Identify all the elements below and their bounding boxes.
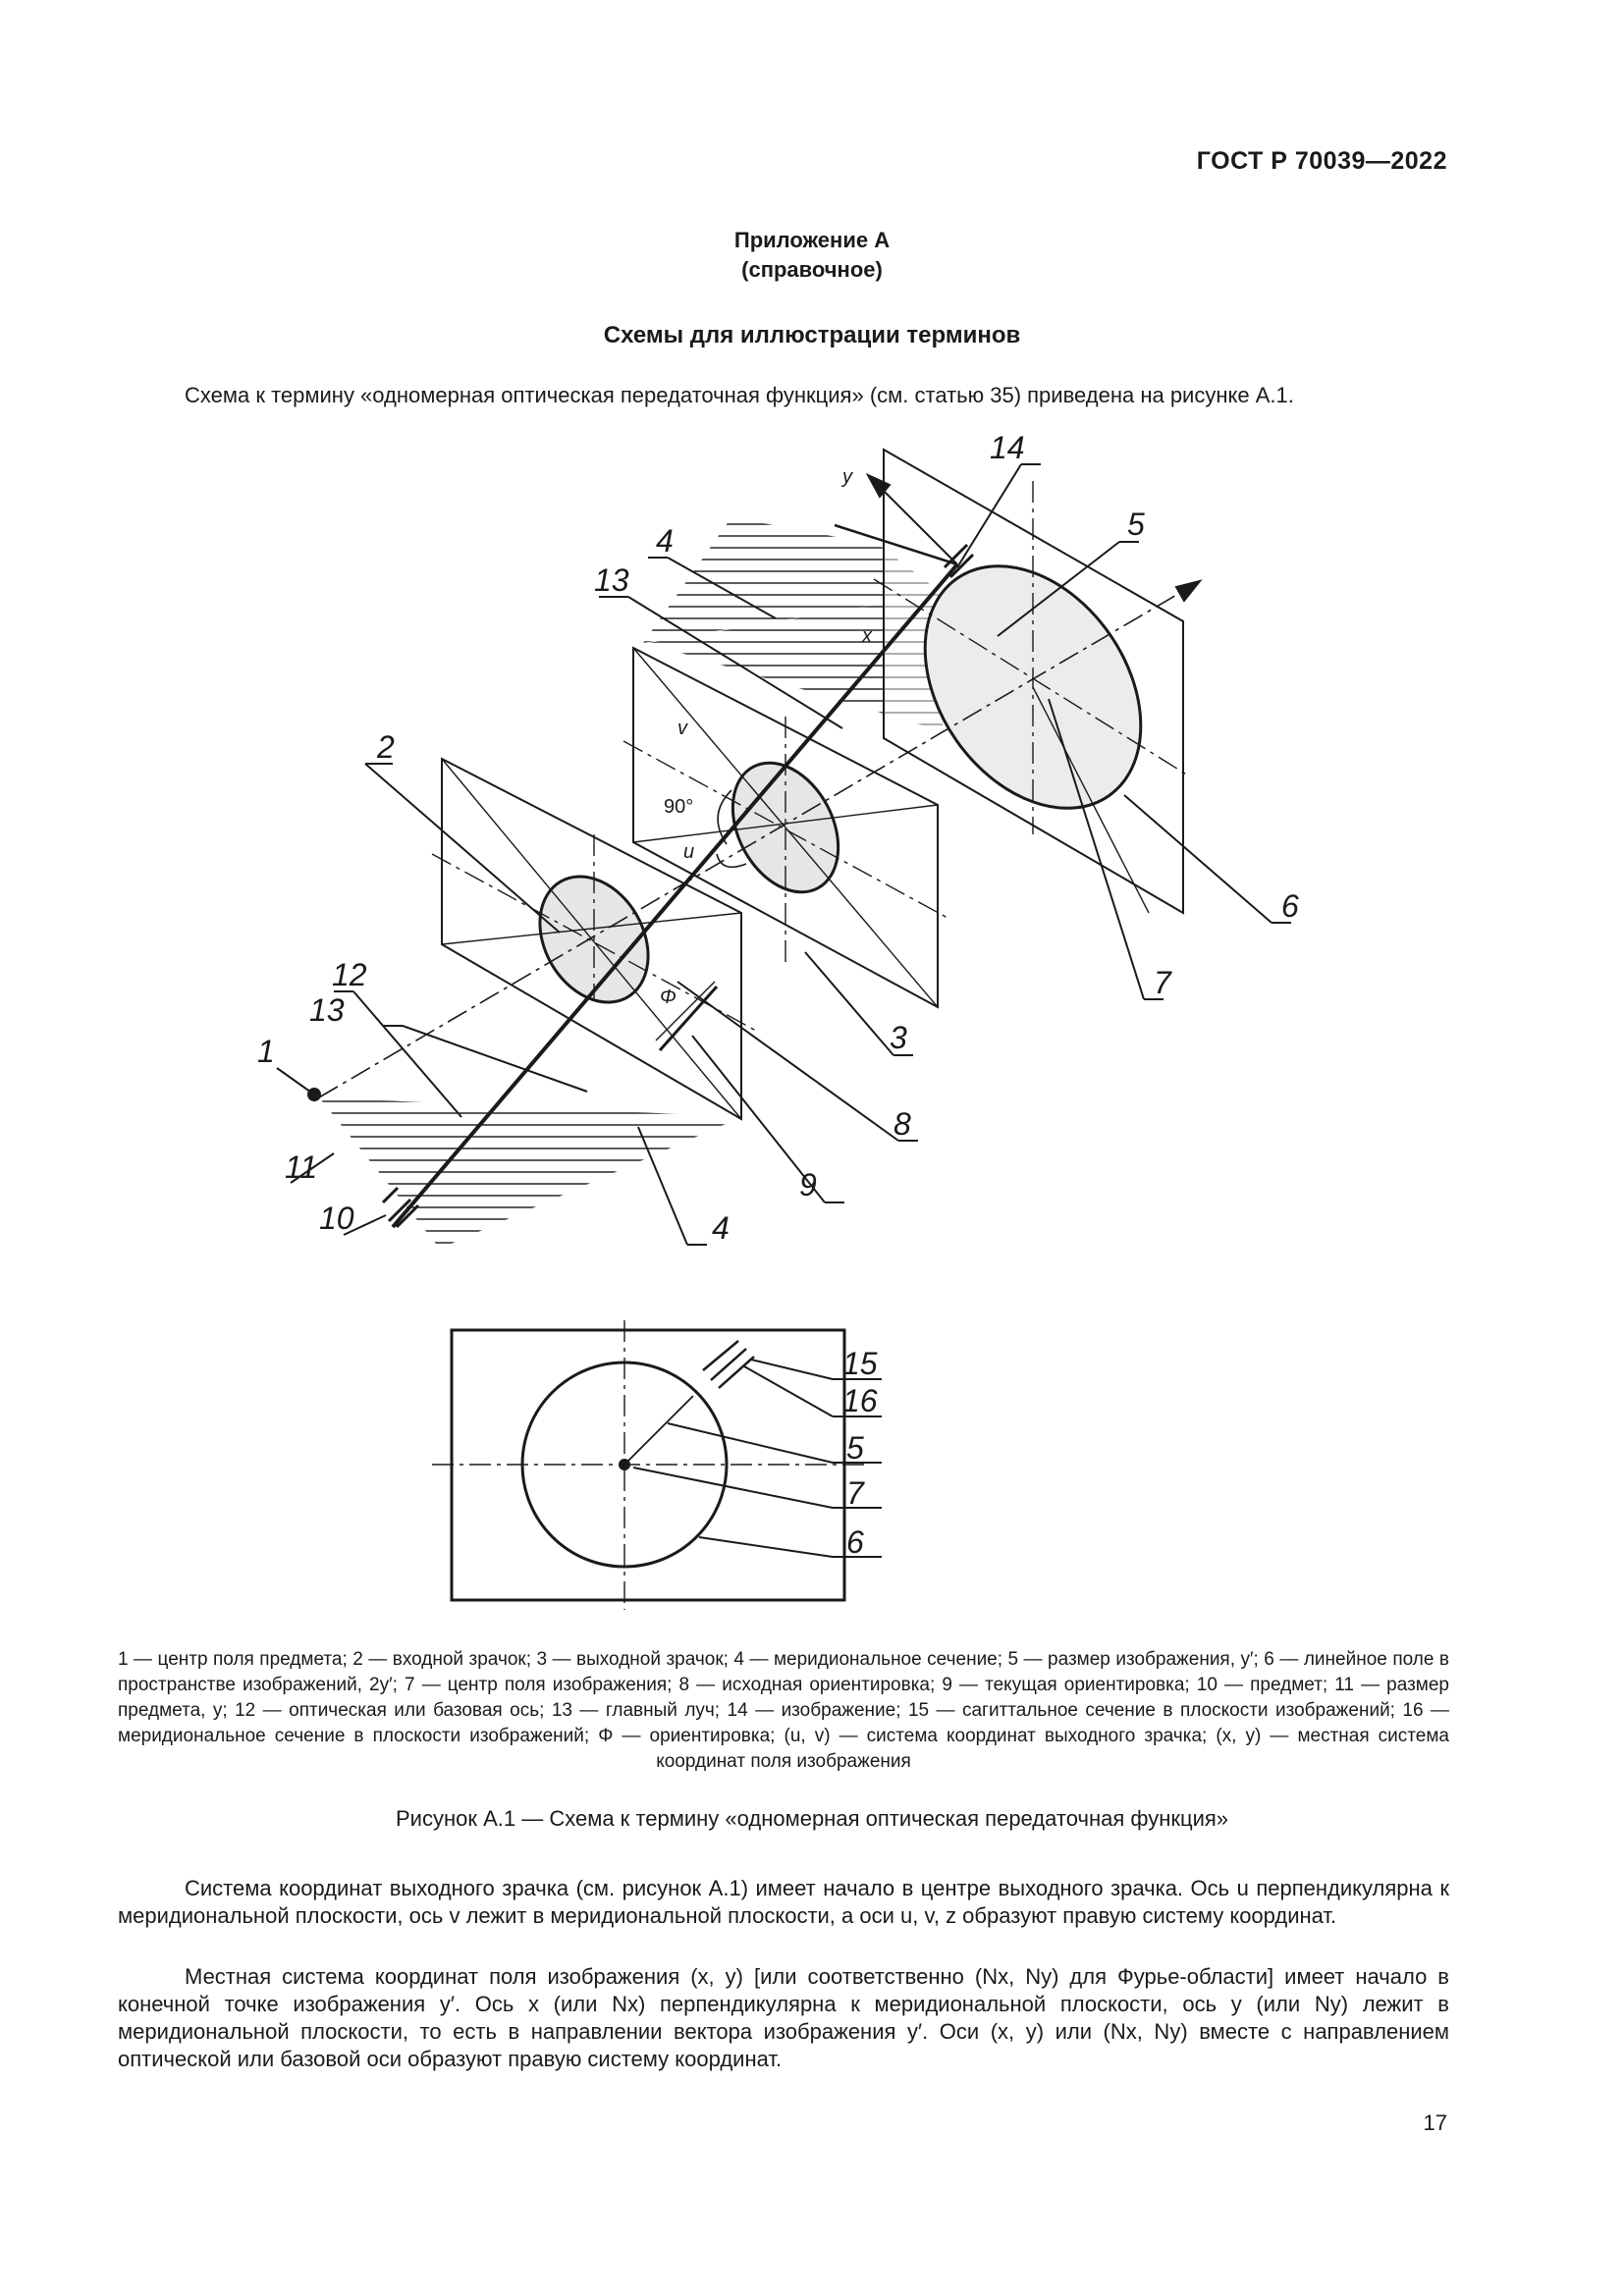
angle-90-label: 90° xyxy=(664,796,694,818)
label-1: 1 xyxy=(257,1034,275,1069)
label-13-lower: 13 xyxy=(309,992,345,1028)
label-13-upper: 13 xyxy=(594,562,629,598)
label-7-lower: 7 xyxy=(846,1475,864,1511)
annex-title: Приложение А xyxy=(733,228,891,252)
page-number: 17 xyxy=(1423,2110,1447,2135)
optical-axis-arrow xyxy=(1176,581,1200,601)
label-12: 12 xyxy=(332,957,367,992)
body-paragraph-2: Местная система координат поля изображения (x, y) [или соответственно (Nx, Ny) для Фурье-области] имеет начало в конечной точке изображения y′. Ось x (или Nx) перпендикулярна к меридиональной плоскости, ось y (или Ny) лежит в меридиональной плоскости, то есть в направлении вектора изображения y′. Оси (x, y) или (Nx, Ny) вместе с направлением оптической или базовой оси образуют правую систему координат. xyxy=(118,1964,1449,2071)
body-paragraph-1: Система координат выходного зрачка (см. рисунок А.1) имеет начало в центре выходного зрачка. Ось u перпендикулярна к меридиональной плоскости, ось v лежит в меридиональной плоскости, а оси u, v, z образуют правую систему координат. xyxy=(118,1876,1449,1928)
axis-v-label: v xyxy=(677,718,687,739)
figure-caption: Рисунок А.1 — Схема к термину «одномерная оптическая передаточная функция» xyxy=(395,1806,1229,1831)
label-8: 8 xyxy=(893,1106,911,1142)
label-9: 9 xyxy=(799,1167,817,1202)
intro-paragraph: Схема к термину «одномерная оптическая передаточная функция» (см. статью 35) приведена на рисунке А.1. xyxy=(185,383,1294,407)
label-10: 10 xyxy=(319,1201,354,1236)
label-5-upper: 5 xyxy=(1127,507,1145,542)
label-11: 11 xyxy=(285,1149,318,1185)
label-6-upper: 6 xyxy=(1281,888,1299,924)
meridional-section-lower xyxy=(319,1097,741,1249)
axis-x-label: x xyxy=(862,625,872,647)
label-14: 14 xyxy=(990,430,1025,465)
document-header: ГОСТ Р 70039—2022 xyxy=(1196,147,1447,175)
orientation-phi-label: Φ xyxy=(660,987,677,1008)
label-7-upper: 7 xyxy=(1154,965,1171,1000)
annex-subtitle: (справочное) xyxy=(741,257,883,282)
axis-y-label: y xyxy=(842,466,852,488)
axis-u-label: u xyxy=(683,841,695,863)
label-6-lower: 6 xyxy=(846,1524,864,1560)
figure-legend: 1 — центр поля предмета; 2 — входной зрачок; 3 — выходной зрачок; 4 — меридиональное сечение; 5 — размер изображения, y′; 6 — линейное поле в пространстве изображений, 2y′; 7 — центр поля изображения; 8 — исходная ориентировка; 9 — текущая ориентировка; 10 — предмет; 11 — размер предмета, y; 12 — оптическая или базовая ось; 13 — главный луч; 14 — изображение; 15 — сагиттальное сечение в плоскости изображений; 16 — меридиональное сечение в плоскости изображений; Φ — ориентировка; (u, v) — система координат выходного зрачка; (x, y) — местная система координат поля изображения xyxy=(118,1649,1449,1772)
label-5-lower: 5 xyxy=(846,1430,864,1466)
label-4-lower: 4 xyxy=(712,1210,730,1246)
section-title: Схемы для иллюстрации терминов xyxy=(603,322,1021,348)
label-4-upper: 4 xyxy=(656,523,674,559)
label-2: 2 xyxy=(377,729,395,765)
label-3: 3 xyxy=(890,1020,907,1055)
label-16: 16 xyxy=(842,1383,878,1418)
figure-a1-diagram xyxy=(0,412,1624,1639)
label-15: 15 xyxy=(842,1346,878,1381)
